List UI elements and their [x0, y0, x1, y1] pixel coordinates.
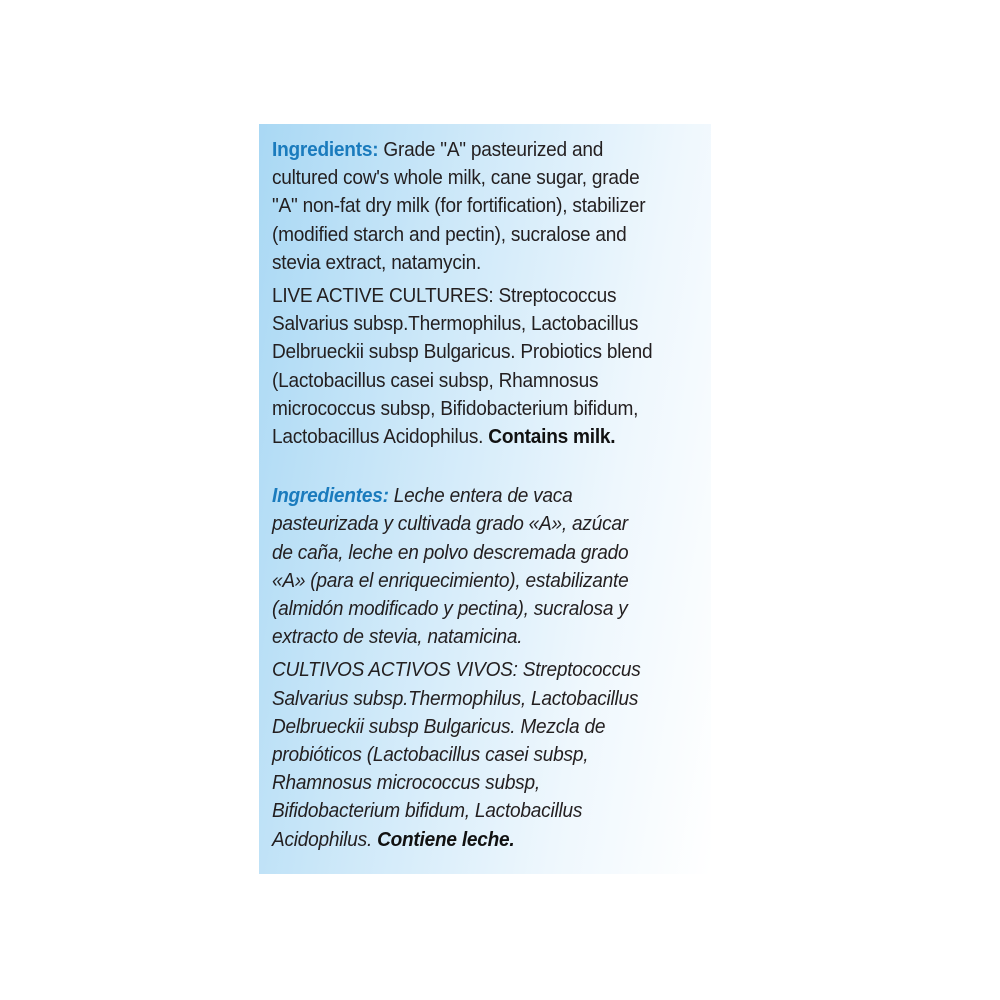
- spanish-cultures-line: [272, 826, 674, 854]
- spanish-cultures-line: Delbrueckii subsp Bulgaricus. Mezcla de: [272, 714, 606, 738]
- spanish-allergen-statement: Contiene leche.: [377, 827, 515, 851]
- english-cultures-line: Delbrueckii subsp Bulgaricus. Probiotics blend: [272, 340, 653, 364]
- english-allergen-statement: Contains milk.: [488, 425, 616, 449]
- english-cultures-line: Salvarius subsp.Thermophilus, Lactobacillus: [272, 312, 639, 336]
- english-live-cultures: [272, 282, 674, 451]
- english-ingredients-text: Grade "A" pasteurized and: [378, 138, 604, 161]
- spanish-cultures-line: Bifidobacterium bifidum, Lactobacillus: [272, 799, 583, 823]
- english-ingredients-line: stevia extract, natamycin.: [272, 250, 482, 274]
- english-cultures-line: micrococcus subsp, Bifidobacterium bifidum,: [272, 396, 639, 420]
- english-cultures-text: Lactobacillus Acidophilus.: [272, 425, 489, 449]
- english-ingredients: [272, 136, 674, 277]
- spanish-ingredients-heading: Ingredientes:: [272, 484, 389, 508]
- english-ingredients-line: "A" non-fat dry milk (for fortification), stabilizer: [272, 194, 646, 218]
- spanish-ingredients: [272, 482, 674, 651]
- spanish-ingredients-line: pasteurizada y cultivada grado «A», azúcar: [272, 512, 628, 536]
- english-ingredients-line: (modified starch and pectin), sucralose and: [272, 222, 627, 246]
- spanish-ingredients-line: (almidón modificado y pectina), sucralosa y: [272, 597, 628, 621]
- spanish-ingredients-line: [272, 482, 674, 510]
- ingredients-text-column: [272, 136, 674, 854]
- spanish-cultures-line: CULTIVOS ACTIVOS VIVOS: Streptococcus: [272, 658, 641, 682]
- spanish-live-cultures: [272, 656, 674, 853]
- english-ingredients-line: cultured cow's whole milk, cane sugar, grade: [272, 166, 640, 190]
- spanish-cultures-text: Acidophilus.: [272, 827, 378, 851]
- english-ingredients-heading: Ingredients:: [272, 138, 379, 161]
- english-ingredients-line: [272, 136, 674, 164]
- spanish-ingredients-text: Leche entera de vaca: [388, 484, 573, 508]
- spanish-cultures-line: Rhamnosus micrococcus subsp,: [272, 771, 540, 795]
- spanish-ingredients-line: «A» (para el enriquecimiento), estabilizante: [272, 568, 629, 592]
- english-cultures-line: [272, 423, 674, 451]
- english-cultures-line: (Lactobacillus casei subsp, Rhamnosus: [272, 368, 599, 392]
- spanish-cultures-line: probióticos (Lactobacillus casei subsp,: [272, 743, 589, 767]
- spanish-ingredients-line: de caña, leche en polvo descremada grado: [272, 540, 629, 564]
- spanish-cultures-line: Salvarius subsp.Thermophilus, Lactobacillus: [272, 686, 639, 710]
- spanish-ingredients-line: extracto de stevia, natamicina.: [272, 625, 523, 649]
- english-cultures-line: LIVE ACTIVE CULTURES: Streptococcus: [272, 284, 617, 308]
